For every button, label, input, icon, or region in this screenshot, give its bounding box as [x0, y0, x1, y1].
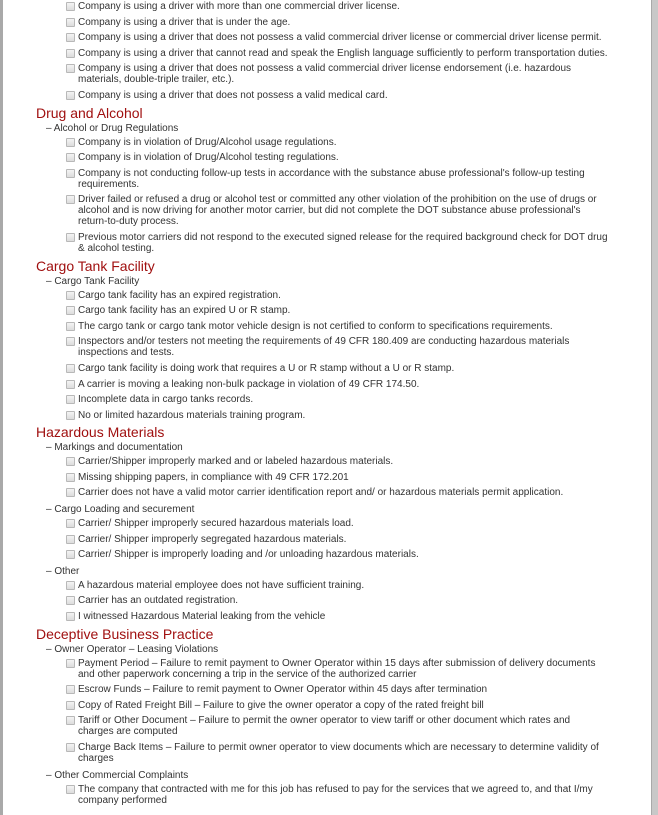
- checkbox[interactable]: [66, 488, 75, 497]
- checkbox-label: Carrier has an outdated registration.: [78, 595, 239, 607]
- checkbox-label: Previous motor carriers did not respond to the executed signed release for the required background check for DOT drug & alcohol testing.: [78, 231, 608, 254]
- checkbox-label: No or limited hazardous materials training program.: [78, 409, 306, 421]
- checkbox-list: [36, 658, 611, 764]
- checkbox-label: Carrier/Shipper improperly marked and or labeled hazardous materials.: [78, 456, 394, 468]
- checkbox[interactable]: [66, 233, 75, 242]
- subcategory-label: – Owner Operator – Leasing Violations: [46, 643, 219, 655]
- checkbox[interactable]: [66, 785, 75, 794]
- subcategory-label: – Markings and documentation: [46, 442, 183, 454]
- checkbox-label: Company is using a driver that is under the age.: [78, 16, 291, 28]
- checkbox[interactable]: [66, 411, 75, 420]
- checkbox-item[interactable]: [66, 321, 611, 332]
- checkbox[interactable]: [66, 581, 75, 590]
- category-section: [36, 627, 611, 806]
- checkbox[interactable]: [66, 169, 75, 178]
- checkbox-item[interactable]: [66, 32, 611, 43]
- left-border: [0, 0, 3, 815]
- checkbox-item[interactable]: [66, 580, 611, 591]
- checkbox-item[interactable]: [66, 549, 611, 560]
- checkbox-label: Inspectors and/or testers not meeting the requirements of 49 CFR 180.409 are conducting hazardous materials inspections and tests.: [78, 336, 570, 359]
- checkbox-label: Company is using a driver that does not possess a valid commercial driver license or commercial driver license permit.: [78, 32, 602, 44]
- checkbox-item[interactable]: [66, 715, 611, 737]
- checkbox-label: Company is not conducting follow-up tests in accordance with the substance abuse professional's follow-up testing requirements.: [78, 167, 585, 190]
- checkbox-label: Company is using a driver that cannot read and speak the English language sufficiently to perform transportation duties.: [78, 47, 608, 59]
- checkbox-item[interactable]: [66, 410, 611, 421]
- checkbox-label: Charge Back Items – Failure to permit owner operator to view documents which are necessary to determine validity of charges: [78, 742, 599, 764]
- checkbox-label: Tariff or Other Document – Failure to permit the owner operator to view tariff or other document which rates and charges are computed: [78, 715, 571, 738]
- checkbox[interactable]: [66, 337, 75, 346]
- checkbox-label: A carrier is moving a leaking non-bulk package in violation of 49 CFR 174.50.: [78, 378, 420, 390]
- checkbox-item[interactable]: [66, 336, 611, 358]
- checkbox[interactable]: [66, 291, 75, 300]
- checkbox[interactable]: [66, 322, 75, 331]
- top-items-section: [36, 1, 611, 101]
- checkbox-label: Escrow Funds – Failure to remit payment to Owner Operator within 45 days after termination: [78, 684, 488, 696]
- checkbox[interactable]: [66, 195, 75, 204]
- checkbox-item[interactable]: [66, 595, 611, 606]
- checkbox-label: Copy of Rated Freight Bill – Failure to give the owner operator a copy of the rated freight bill: [78, 699, 484, 711]
- checkbox-list: [36, 137, 611, 254]
- checkbox[interactable]: [66, 473, 75, 482]
- checkbox-item[interactable]: [66, 394, 611, 405]
- checkbox[interactable]: [66, 457, 75, 466]
- checkbox[interactable]: [66, 2, 75, 11]
- subcategory-label: – Alcohol or Drug Regulations: [46, 122, 179, 134]
- scrollbar[interactable]: [651, 0, 658, 815]
- checkbox[interactable]: [66, 596, 75, 605]
- checkbox-list: [36, 518, 611, 560]
- checkbox[interactable]: [66, 612, 75, 621]
- category-section: [36, 259, 611, 421]
- checkbox[interactable]: [66, 743, 75, 752]
- checkbox-label: Carrier/ Shipper improperly secured hazardous materials load.: [78, 518, 354, 530]
- checkbox-item[interactable]: [66, 487, 611, 498]
- checkbox-item[interactable]: [66, 290, 611, 301]
- category-title: Deceptive Business Practice: [36, 625, 214, 642]
- checkbox-item[interactable]: [66, 305, 611, 316]
- subcategory-label: – Cargo Loading and securement: [46, 504, 195, 516]
- checkbox-item[interactable]: [66, 152, 611, 163]
- checkbox-label: Company is using a driver that does not possess a valid commercial driver license endorsement (i.e. hazardous materials, double-triple trailer, etc.).: [78, 63, 572, 86]
- checkbox-label: Company is using a driver that does not possess a valid medical card.: [78, 89, 388, 101]
- checkbox-item[interactable]: [66, 363, 611, 374]
- checkbox-item[interactable]: [66, 456, 611, 467]
- checkbox[interactable]: [66, 64, 75, 73]
- category-title: Hazardous Materials: [36, 424, 165, 441]
- checkbox-label: Incomplete data in cargo tanks records.: [78, 394, 254, 406]
- checkbox[interactable]: [66, 395, 75, 404]
- checkbox[interactable]: [66, 659, 75, 668]
- checkbox[interactable]: [66, 153, 75, 162]
- checkbox[interactable]: [66, 138, 75, 147]
- checkbox-item[interactable]: [66, 1, 611, 12]
- checkbox-item[interactable]: [66, 472, 611, 483]
- checkbox-label: Missing shipping papers, in compliance with 49 CFR 172.201: [78, 471, 349, 483]
- checkbox-list: [36, 580, 611, 622]
- checkbox-label: Driver failed or refused a drug or alcohol test or committed any other violation of the prohibition on the use of drugs or alcohol and is now driving for another motor carrier, but did not complete the DOT substance abuse professional's return-to-duty process.: [78, 194, 597, 228]
- checkbox[interactable]: [66, 18, 75, 27]
- checkbox-list: [36, 784, 611, 806]
- checkbox[interactable]: [66, 550, 75, 559]
- subcategory-label: – Cargo Tank Facility: [46, 275, 140, 287]
- checkbox[interactable]: [66, 685, 75, 694]
- checkbox-item[interactable]: [66, 700, 611, 711]
- checkbox-item[interactable]: [66, 611, 611, 622]
- checkbox-item[interactable]: [66, 518, 611, 529]
- checkbox-label: Cargo tank facility has an expired registration.: [78, 289, 281, 301]
- checkbox-item[interactable]: [66, 90, 611, 101]
- category-title: Drug and Alcohol: [36, 104, 143, 121]
- checkbox-label: Cargo tank facility is doing work that requires a U or R stamp without a U or R stamp.: [78, 362, 455, 374]
- category-section: [36, 425, 611, 622]
- checkbox-item[interactable]: [66, 137, 611, 148]
- checkbox-label: Payment Period – Failure to remit payment to Owner Operator within 15 days after submission of delivery documents and other paperwork concerning a trip in the service of the authorized carrier: [78, 657, 596, 680]
- checkbox[interactable]: [66, 33, 75, 42]
- checkbox-item[interactable]: [66, 534, 611, 545]
- checkbox-item[interactable]: [66, 168, 611, 190]
- checkbox-list: [36, 1, 611, 101]
- checkbox-item[interactable]: [66, 63, 611, 85]
- checkbox-item[interactable]: [66, 658, 611, 680]
- checkbox[interactable]: [66, 701, 75, 710]
- checkbox-list: [36, 290, 611, 421]
- subcategory-label: – Other Commercial Complaints: [46, 769, 189, 781]
- checkbox-item[interactable]: [66, 48, 611, 59]
- checkbox-item[interactable]: [66, 684, 611, 695]
- category-title: Cargo Tank Facility: [36, 257, 155, 274]
- checkbox[interactable]: [66, 716, 75, 725]
- checkbox[interactable]: [66, 49, 75, 58]
- checkbox-label: The cargo tank or cargo tank motor vehicle design is not certified to conform to specifications requirements.: [78, 320, 553, 332]
- checkbox-item[interactable]: [66, 784, 611, 806]
- checkbox-label: Carrier/ Shipper improperly segregated hazardous materials.: [78, 533, 347, 545]
- checkbox[interactable]: [66, 519, 75, 528]
- checkbox-item[interactable]: [66, 379, 611, 390]
- checkbox-label: Cargo tank facility has an expired U or R stamp.: [78, 305, 291, 317]
- subcategory-label: – Other: [46, 565, 80, 577]
- checkbox[interactable]: [66, 306, 75, 315]
- checkbox-label: I witnessed Hazardous Material leaking from the vehicle: [78, 611, 326, 623]
- checkbox-label: Carrier does not have a valid motor carrier identification report and/ or hazardous materials permit application.: [78, 487, 564, 499]
- checkbox-label: Carrier/ Shipper is improperly loading and /or unloading hazardous materials.: [78, 549, 419, 561]
- checkbox-label: Company is using a driver with more than one commercial driver license.: [78, 1, 400, 12]
- checkbox-list: [36, 456, 611, 498]
- checkbox-item[interactable]: [66, 17, 611, 28]
- complaint-categories: [36, 0, 611, 810]
- category-section: [36, 106, 611, 254]
- checkbox-label: Company is in violation of Drug/Alcohol testing regulations.: [78, 152, 339, 164]
- checkbox-item[interactable]: [66, 194, 611, 227]
- checkbox[interactable]: [66, 535, 75, 544]
- checkbox[interactable]: [66, 380, 75, 389]
- checkbox-label: Company is in violation of Drug/Alcohol usage regulations.: [78, 136, 337, 148]
- checkbox-item[interactable]: [66, 232, 611, 254]
- checkbox-label: A hazardous material employee does not have sufficient training.: [78, 579, 365, 591]
- checkbox[interactable]: [66, 364, 75, 373]
- checkbox-label: The company that contracted with me for this job has refused to pay for the services that we agreed to, and that I/my company performed: [78, 783, 593, 806]
- checkbox[interactable]: [66, 91, 75, 100]
- checkbox-item[interactable]: [66, 742, 611, 764]
